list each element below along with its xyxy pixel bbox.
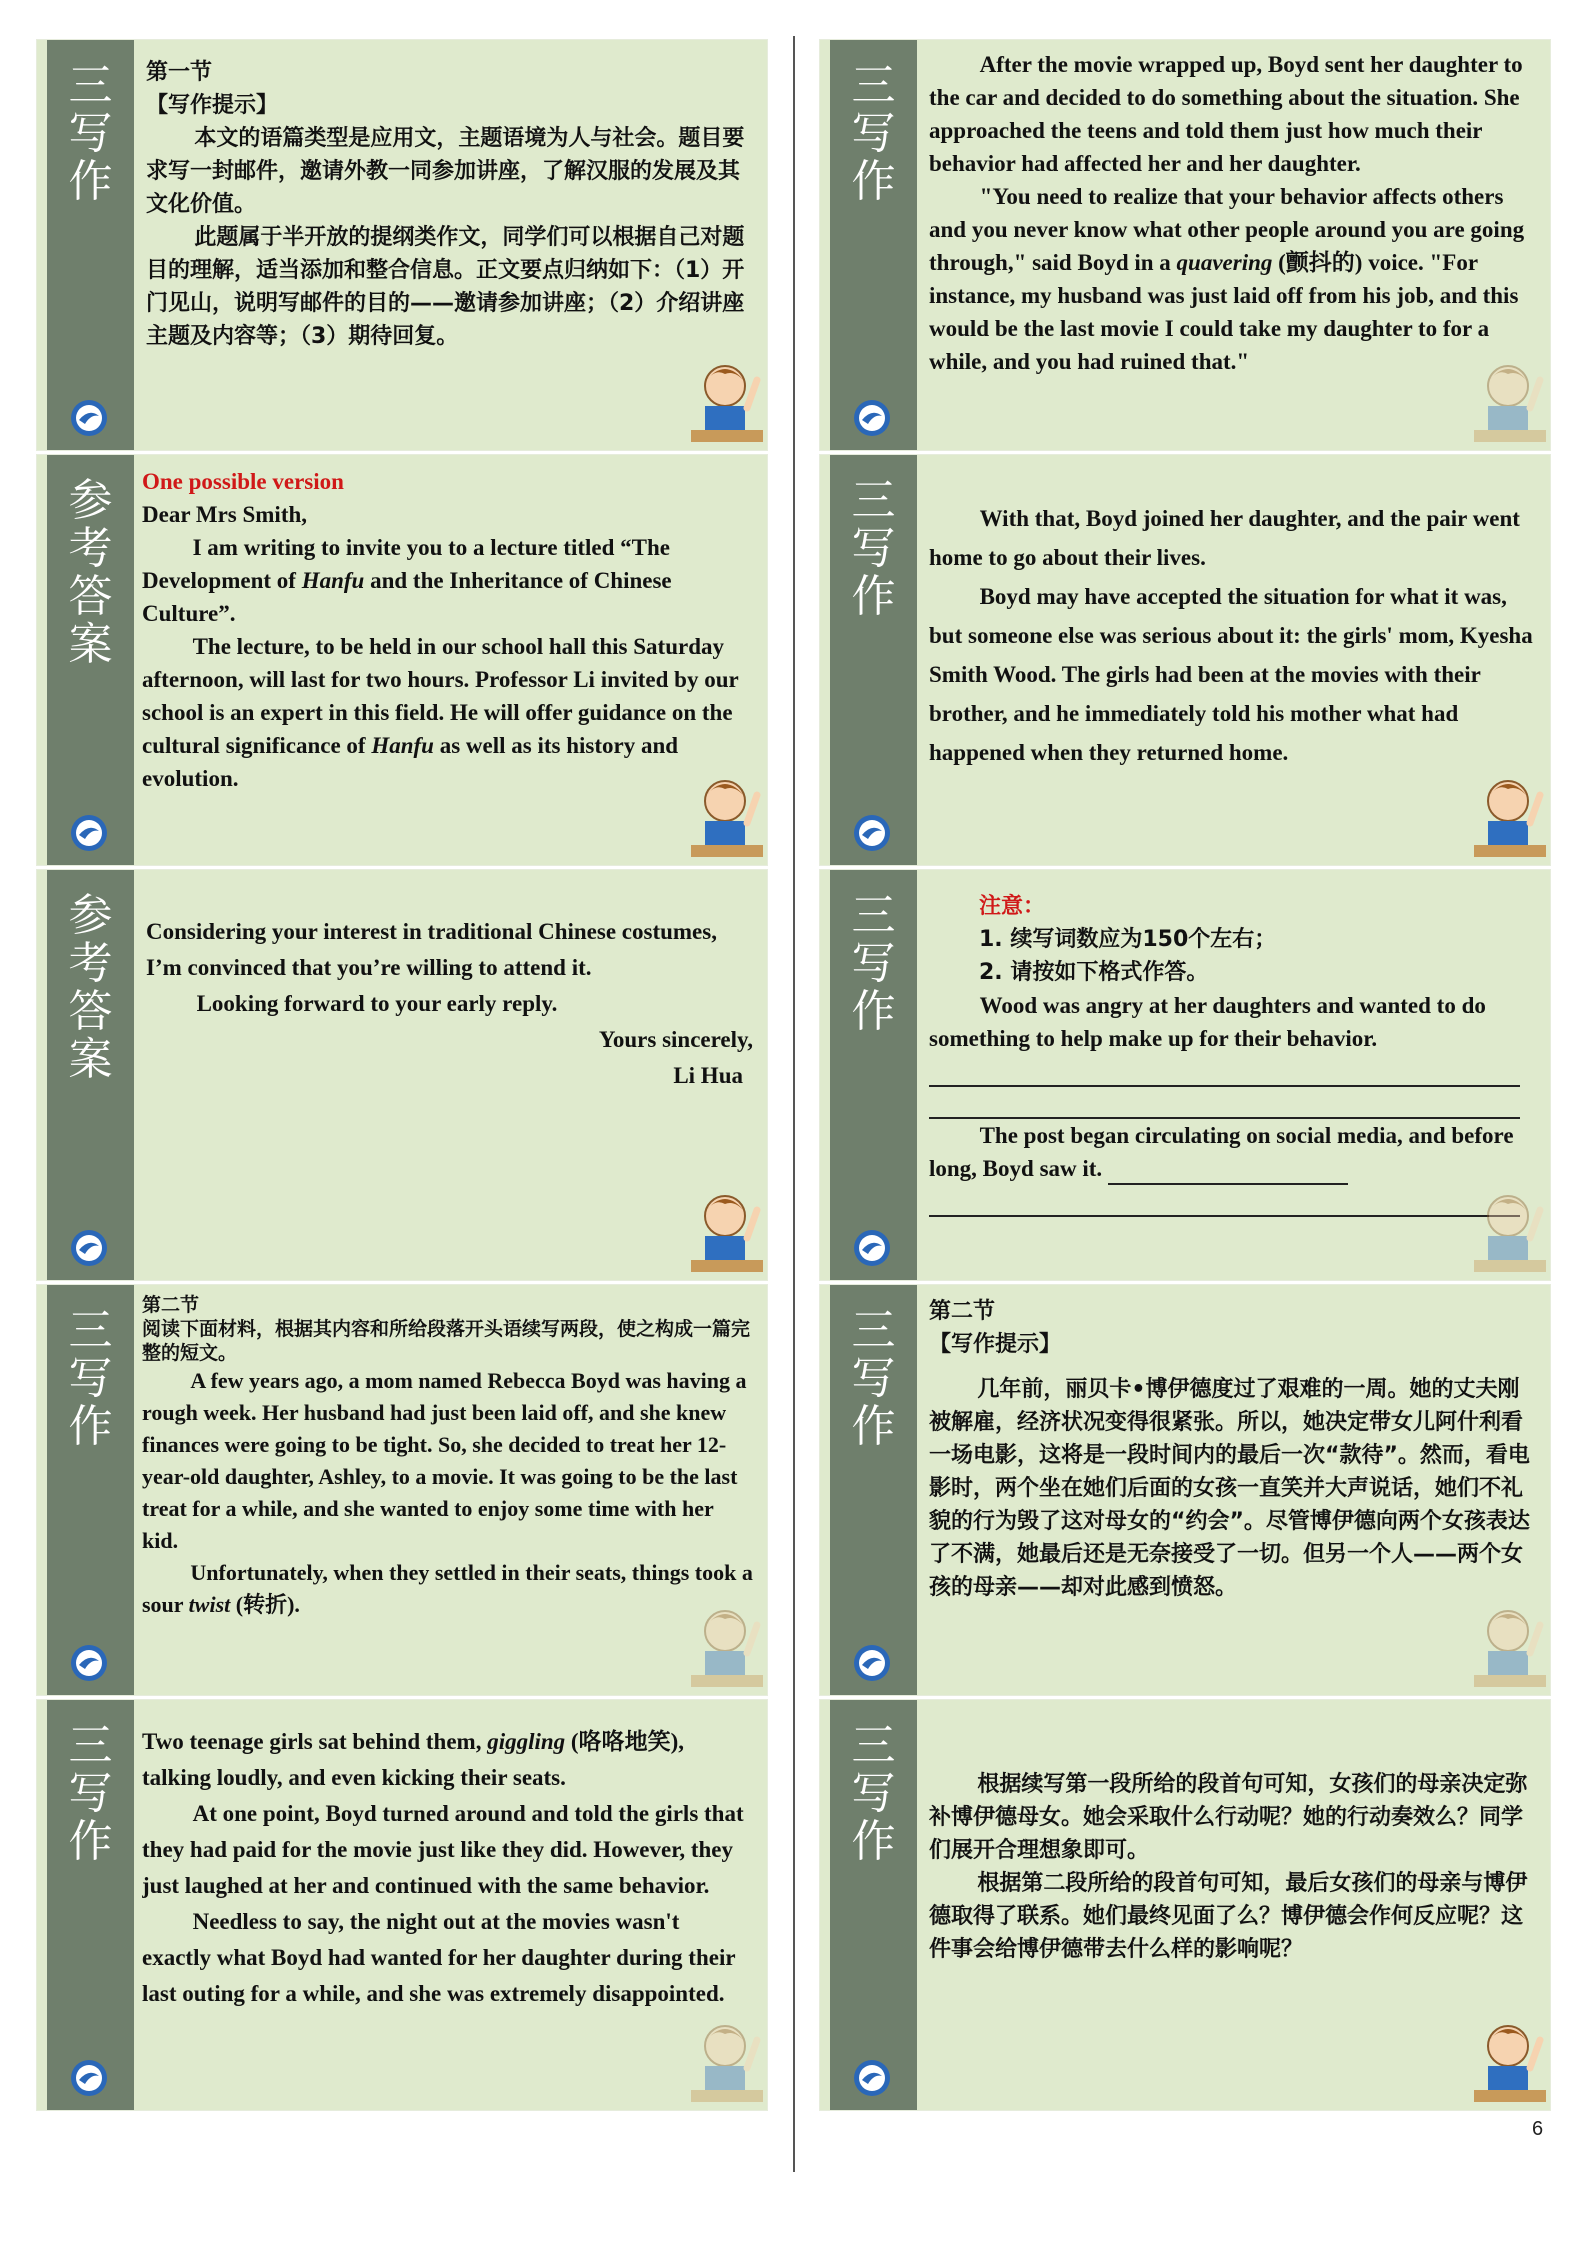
slide-story-1 <box>37 1285 767 1695</box>
slide-content <box>142 1724 753 2096</box>
text-run: (转折). <box>230 1592 300 1617</box>
slide-analysis <box>820 1700 1550 2110</box>
section-heading: 第一节 <box>146 60 213 85</box>
paragraph: At one point, Boyd turned around and told the girls that they had paid for the movie just like they did. However, they just laughed at her and continued with the same behavior. <box>142 1801 744 1898</box>
slide-content <box>142 465 753 851</box>
slide-notes <box>820 870 1550 1280</box>
note-label: 注意： <box>979 894 1046 919</box>
paragraph <box>142 531 753 630</box>
cartoon-student-icon <box>691 771 763 859</box>
paragraph-opening <box>929 1119 1536 1185</box>
sidebar-title: 参 考 答 案 <box>68 475 113 670</box>
slide-content <box>929 499 1536 851</box>
closing: Yours sincerely, <box>598 1027 753 1052</box>
italic-word: Hanfu <box>371 733 434 758</box>
paragraph <box>929 180 1536 378</box>
paragraph-opening: Wood was angry at her daughters and wanted to do something to help make up for their behavior. <box>929 993 1486 1051</box>
slide-content <box>929 1768 1536 2096</box>
tips-heading: 【写作提示】 <box>929 1332 1062 1357</box>
slide-sidebar <box>830 1285 917 1695</box>
answer-blank-line <box>929 1087 1520 1119</box>
slide-content <box>929 890 1536 1266</box>
slide-sidebar <box>47 1285 134 1695</box>
paragraph: A few years ago, a mom named Rebecca Boyd was having a rough week. Her husband had just been laid off, and she knew finances were going to be tight. So, she decided to treat her 12-year-old daughter, Ashley, to a movie. It was going to be the last treat for a while, and she wanted to enjoy some time with her kid. <box>142 1368 747 1553</box>
slide-writing-tips-1 <box>37 40 767 450</box>
answer-blank-line <box>929 1185 1520 1217</box>
slide-sidebar <box>830 870 917 1280</box>
slide-sidebar <box>47 455 134 865</box>
signature: Li Hua <box>673 1063 743 1088</box>
tips-heading: 【写作提示】 <box>146 93 279 118</box>
paragraph: 根据第二段所给的段首句可知，最后女孩们的母亲与博伊德取得了联系。她们最终见面了么？博伊德会作何反应呢？这件事会给博伊德带去什么样的影响呢？ <box>929 1871 1528 1962</box>
cartoon-student-icon <box>691 356 763 444</box>
slide-story-1b <box>37 1700 767 2110</box>
sidebar-title: 三 写 作 <box>851 890 896 1037</box>
answer-blank-line <box>929 1055 1520 1087</box>
text-run: (咯咯地笑), talking loudly, and even kicking their seats. <box>142 1729 684 1790</box>
cartoon-student-icon <box>691 1186 763 1274</box>
italic-word: Hanfu <box>301 568 365 593</box>
text-run: The post began circulating on social media, and before long, Boyd saw it. <box>929 1123 1514 1181</box>
slide-story-2 <box>820 40 1550 450</box>
slide-sidebar <box>830 40 917 450</box>
school-logo-icon <box>852 813 892 853</box>
school-logo-icon <box>69 813 109 853</box>
page-divider <box>793 36 795 2172</box>
cartoon-student-icon <box>691 2016 763 2104</box>
slide-sidebar <box>830 455 917 865</box>
text-run: (颤抖的) voice. "For instance, my husband was just laid off from his job, and this would be the last movie I could take my daughter to for a while, and you had ruined that." <box>929 250 1519 374</box>
slide-content <box>142 1293 753 1681</box>
slide-content <box>929 1295 1536 1681</box>
text-run: Unfortunately, when they settled in their seats, things took a sour <box>142 1560 753 1617</box>
italic-word: giggling <box>487 1729 566 1754</box>
paragraph <box>142 1557 753 1621</box>
slide-answer-2 <box>37 870 767 1280</box>
school-logo-icon <box>69 2058 109 2098</box>
cartoon-student-icon <box>1474 771 1546 859</box>
paragraph: Boyd may have accepted the situation for what it was, but someone else was serious about it: the girls' mom, Kyesha Smith Wood. The girls had been at the movies with their brother, and he immediately told his mother what had happened when they returned home. <box>929 584 1533 765</box>
text-run: Two teenage girls sat behind them, <box>142 1729 488 1754</box>
italic-word: twist <box>188 1592 231 1617</box>
sidebar-title: 三 写 作 <box>68 60 113 207</box>
paragraph: Considering your interest in traditional Chinese costumes, I’m convinced that you’re willing to attend it. <box>146 919 717 980</box>
slide-sidebar <box>47 1700 134 2110</box>
paragraph <box>142 1724 753 1796</box>
paragraph: 根据续写第一段所给的段首句可知，女孩们的母亲决定弥补博伊德母女。她会采取什么行动呢？她的行动奏效么？同学们展开合理想象即可。 <box>929 1772 1528 1863</box>
cartoon-student-icon <box>1474 1186 1546 1274</box>
sidebar-title: 三 写 作 <box>68 1305 113 1452</box>
answer-blank-line <box>1108 1161 1348 1185</box>
slide-sidebar <box>47 40 134 450</box>
paragraph: 本文的语篇类型是应用文，主题语境为人与社会。题目要求写一封邮件，邀请外教一同参加讲座，了解汉服的发展及其文化价值。 <box>146 126 745 217</box>
text-run: and the Inheritance of Chinese Culture”. <box>142 568 672 626</box>
paragraph: 几年前，丽贝卡•博伊德度过了艰难的一周。她的丈夫刚被解雇，经济状况变得很紧张。所以，她决定带女儿阿什利看一场电影，这将是一段时间内的最后一次“款待”。然而，看电影时，两个坐在她们后面的女孩一直笑并大声说话，她们不礼貌的行为毁了这对母女的“约会”。尽管博伊德向两个女孩表达了不满，她最后还是无奈接受了一切。但另一个人——两个女孩的母亲——却对此感到愤怒。 <box>929 1377 1530 1600</box>
text-run: The lecture, to be held in our school hall this Saturday afternoon, will last for two hours. Professor Li invited by our school is an expert in this field. He will offer guidance on the cultural significance of <box>142 634 739 758</box>
section-heading: 第二节 <box>142 1294 200 1316</box>
paragraph: Looking forward to your early reply. <box>196 991 558 1016</box>
paragraph: Needless to say, the night out at the movies wasn't exactly what Boyd had wanted for her daughter during their last outing for a while, and she was extremely disappointed. <box>142 1909 736 2006</box>
slide-content <box>146 914 753 1266</box>
text-run: as well as its history and evolution. <box>142 733 679 791</box>
school-logo-icon <box>852 398 892 438</box>
slide-story-3 <box>820 455 1550 865</box>
cartoon-student-icon <box>1474 1601 1546 1689</box>
cartoon-student-icon <box>691 1601 763 1689</box>
slide-writing-tips-2 <box>820 1285 1550 1695</box>
slide-answer-1 <box>37 455 767 865</box>
cartoon-student-icon <box>1474 356 1546 444</box>
rule-item: 1. 续写词数应为150个左右； <box>979 927 1277 952</box>
sidebar-title: 三 写 作 <box>851 1720 896 1867</box>
page-number: 6 <box>1532 2118 1544 2140</box>
paragraph: With that, Boyd joined her daughter, and the pair went home to go about their lives. <box>929 506 1520 570</box>
slide-content <box>929 48 1536 436</box>
school-logo-icon <box>852 1643 892 1683</box>
paragraph: 此题属于半开放的提纲类作文，同学们可以根据自己对题目的理解，适当添加和整合信息。正文要点归纳如下：（1）开门见山，说明写邮件的目的——邀请参加讲座；（2）介绍讲座主题及内容等；（3）期待回复。 <box>146 225 745 349</box>
greeting: Dear Mrs Smith, <box>142 502 308 527</box>
sidebar-title: 三 写 作 <box>851 1305 896 1452</box>
sidebar-title: 三 写 作 <box>851 60 896 207</box>
paragraph: After the movie wrapped up, Boyd sent her daughter to the car and decided to do something about the situation. She approached the teens and told them just how much their behavior had affected her and her daughter. <box>929 52 1523 176</box>
sidebar-title: 三 写 作 <box>851 475 896 622</box>
instruction: 阅读下面材料，根据其内容和所给段落开头语续写两段，使之构成一篇完整的短文。 <box>142 1318 751 1364</box>
sidebar-title: 参 考 答 案 <box>68 890 113 1085</box>
text-run: I am writing to invite you to a lecture titled “The Development of <box>142 535 671 593</box>
paragraph <box>142 630 753 795</box>
slide-sidebar <box>830 1700 917 2110</box>
italic-word: quavering <box>1176 250 1273 275</box>
slide-content <box>146 56 753 436</box>
cartoon-student-icon <box>1474 2016 1546 2104</box>
school-logo-icon <box>69 398 109 438</box>
school-logo-icon <box>69 1228 109 1268</box>
school-logo-icon <box>69 1643 109 1683</box>
section-heading: 第二节 <box>929 1299 996 1324</box>
slide-sidebar <box>47 870 134 1280</box>
school-logo-icon <box>852 1228 892 1268</box>
rule-item: 2. 请按如下格式作答。 <box>979 960 1209 985</box>
sidebar-title: 三 写 作 <box>68 1720 113 1867</box>
school-logo-icon <box>852 2058 892 2098</box>
version-label: One possible version <box>142 469 344 494</box>
text-run: "You need to realize that your behavior affects others and you never know what other people around you are going through," said Boyd in a <box>929 184 1525 275</box>
